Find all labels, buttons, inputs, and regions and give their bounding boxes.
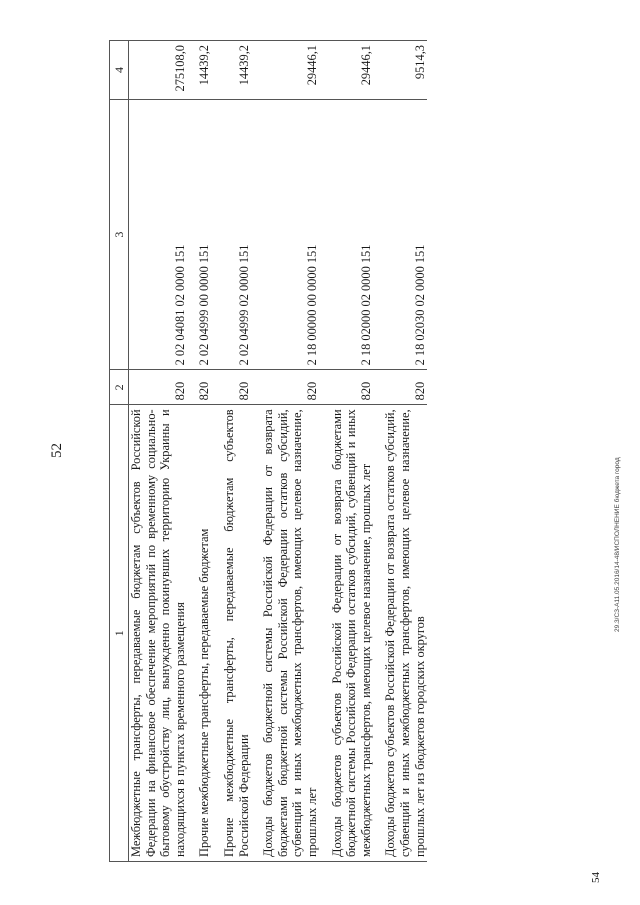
row-amount: 29446,1 [320, 41, 374, 100]
row-amount: 275108,0 [129, 41, 188, 100]
table-row [212, 41, 251, 862]
row-admin: 820 [187, 370, 212, 405]
page-number: 52 [49, 443, 65, 458]
row-name: Доходы бюджетов бюджетной системы Российской Федерации от возврата бюджетами бюджетной системы Российской Федерации остатков субсидий, субвенций и иных межбюджетных трансфертов, имеющих целевое назначение, прошлых лет [251, 405, 319, 862]
table-header-row [110, 41, 129, 862]
sheet-number: 54 [590, 872, 602, 883]
row-name: Прочие межбюджетные трансферты, передаваемые бюджетам субъектов Российской Федерации [212, 405, 251, 862]
revenue-table [109, 40, 427, 862]
header-col-1: 1 [110, 405, 129, 862]
header-col-2: 2 [110, 370, 129, 405]
row-admin: 820 [320, 370, 374, 405]
row-amount: 14439,2 [187, 41, 212, 100]
rotated-table-wrapper [109, 40, 619, 862]
document-reference: 29.3/СЗ-А11.05.2016/14-48/ИСПОЛНЕНИЕ бюджета город [614, 457, 621, 632]
row-code: 2 18 02000 02 0000 151 [320, 99, 374, 369]
table-row [129, 41, 188, 862]
row-admin: 820 [251, 370, 319, 405]
row-admin: 820 [212, 370, 251, 405]
header-col-4: 4 [110, 41, 129, 100]
row-code: 2 02 04999 02 0000 151 [212, 99, 251, 369]
header-col-3: 3 [110, 99, 129, 369]
row-admin: 820 [129, 370, 188, 405]
table-row [320, 41, 374, 862]
row-name: Доходы бюджетов субъектов Российской Федерации от возврата бюджетами бюджетной системы Российской Федерации остатков субсидий, субвенций и иных межбюджетных трансфертов, имеющих целевое назначение, прошлых лет [320, 405, 374, 862]
row-amount: 9514,3 [373, 41, 427, 100]
row-admin: 820 [373, 370, 427, 405]
table-row [251, 41, 319, 862]
row-code: 2 02 04999 00 0000 151 [187, 99, 212, 369]
table-row [187, 41, 212, 862]
row-name: Межбюджетные трансферты, передаваемые бюджетам субъектов Российской Федерации на финансовое обеспечение мероприятий по временному социально-бытовому обустройству лиц, вынужденно покинувших территорию Украины и находящихся в пунктах временного размещения [129, 405, 188, 862]
row-name: Прочие межбюджетные трансферты, передаваемые бюджетам [187, 405, 212, 862]
row-amount: 14439,2 [212, 41, 251, 100]
row-name: Доходы бюджетов субъектов Российской Федерации от возврата остатков субсидий, субвенций и иных межбюджетных трансфертов, имеющих целевое назначение, прошлых лет из бюджетов городских округов [373, 405, 427, 862]
table-row [373, 41, 427, 862]
row-code: 2 18 00000 00 0000 151 [251, 99, 319, 369]
row-amount: 29446,1 [251, 41, 319, 100]
row-code: 2 18 02030 02 0000 151 [373, 99, 427, 369]
row-code: 2 02 04081 02 0000 151 [129, 99, 188, 369]
